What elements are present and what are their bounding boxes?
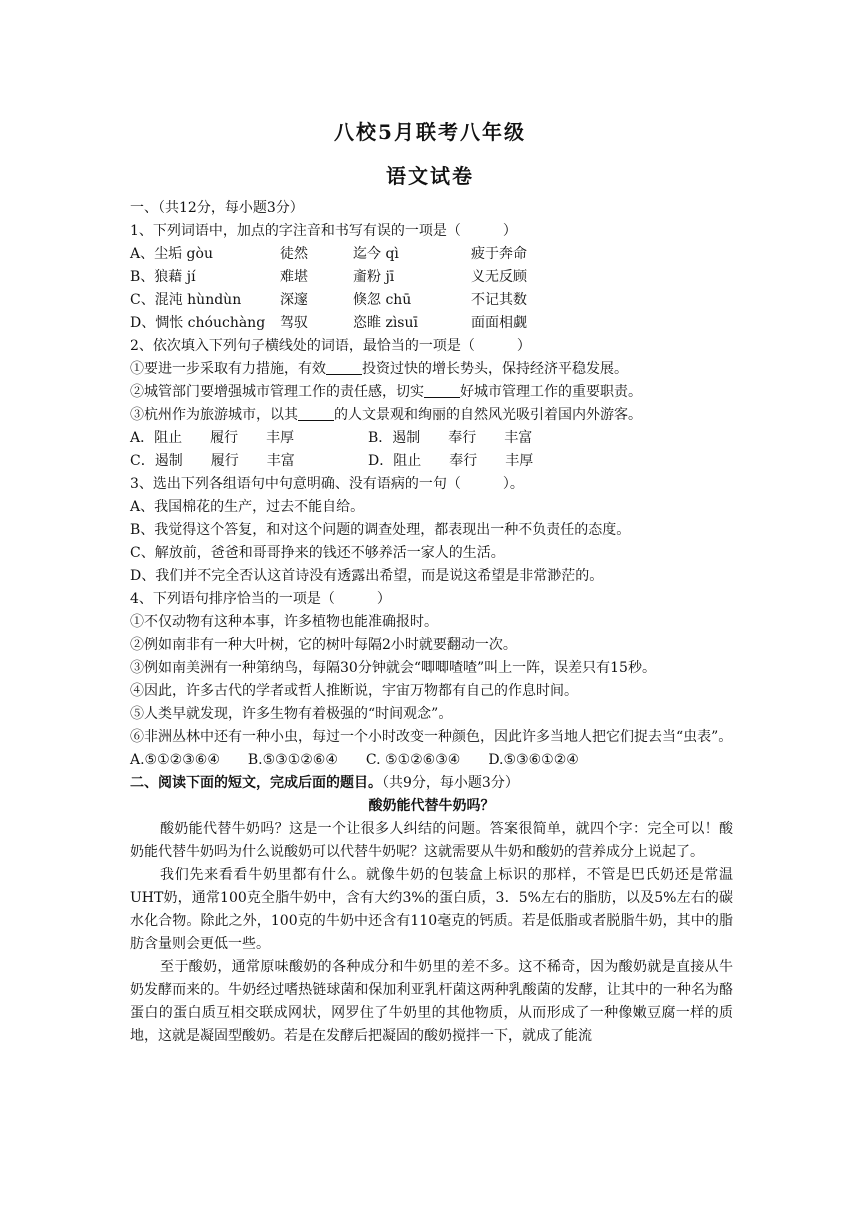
q1-c-3: 倏忽 chū: [353, 292, 412, 308]
blank-line: [424, 383, 460, 398]
blank-line: [326, 360, 362, 375]
q4-item-2: ②例如南非有一种大叶树，它的树叶每隔2小时就要翻动一次。: [130, 637, 517, 653]
q1-d-4: 面面相觑: [471, 315, 527, 331]
article-paragraph-1: 酸奶能代替牛奶吗？这是一个让很多人纠结的问题。答案很简单，就四个字：完全可以！酸奶能代替牛奶吗为什么说酸奶可以代替牛奶呢？这就需要从牛奶和酸奶的营养成分上说起了。: [130, 821, 733, 860]
q1-a-1: A、尘垢 gòu: [130, 246, 213, 262]
q1-b-1: B、狼藉 jí: [130, 269, 196, 285]
q2-option-b: B．遏制 奉行 丰富: [368, 430, 533, 446]
q2-stem: 2、依次填入下列句子横线处的词语，最恰当的一项是（ ）: [130, 338, 531, 354]
q4-item-3: ③例如南美洲有一种第纳鸟，每隔30分钟就会“唧唧喳喳”叫上一阵，误差只有15秒。: [130, 660, 656, 676]
q1-d-3: 恣睢 zìsuī: [353, 315, 418, 331]
section1-header: 一、（共12分，每小题3分）: [130, 200, 304, 216]
q3-option-d: D、我们并不完全否认这首诗没有透露出希望，而是说这希望是非常渺茫的。: [130, 568, 604, 584]
q1-c-2: 深邃: [280, 292, 308, 308]
q2-option-a: A．阻止 履行 丰厚: [130, 430, 295, 446]
blank-line: [298, 406, 334, 421]
exam-subtitle: 语文试卷: [386, 164, 474, 188]
q3-option-a: A、我国棉花的生产，过去不能自给。: [130, 499, 365, 515]
q1-d-1: D、惆怅 chóuchàng: [130, 315, 266, 331]
q1-c-4: 不记其数: [471, 292, 527, 308]
q4-item-1: ①不仅动物有这种本事，许多植物也能准确报时。: [130, 614, 438, 630]
section2-header-note: （共9分，每小题3分）: [382, 775, 519, 791]
q2-option-d: D．阻止 奉行 丰厚: [368, 453, 534, 469]
q4-item-6: ⑥非洲丛林中还有一种小虫，每过一个小时改变一种颜色，因此许多当地人把它们捉去当“虫表”。: [130, 729, 733, 745]
q1-row-d: [130, 312, 733, 335]
article-paragraph-2: 我们先来看看牛奶里都有什么。就像牛奶的包装盒上标识的那样，不管是巴氏奶还是常温UHT奶，通常100克全脂牛奶中，含有大约3%的蛋白质，3．5%左右的脂肪，以及5%左右的碳水化合物。除此之外，100克的牛奶中还含有110毫克的钙质。若是低脂或者脱脂牛奶，其中的脂肪含量则会更低一些。: [130, 867, 733, 952]
q4-options: A.⑤①②③⑥④ B.⑤③①②⑥④ C. ⑤①②⑥③④ D.⑤③⑥①②④: [130, 752, 579, 768]
exam-title: 八校5月联考八年级: [334, 120, 526, 144]
q1-row-c: [130, 289, 733, 312]
q2-s2-before: ②城管部门要增强城市管理工作的责任感，切实: [130, 384, 424, 400]
q4-item-4: ④因此，许多古代的学者或哲人推断说，宇宙万物都有自己的作息时间。: [130, 683, 578, 699]
q1-stem: 1、下列词语中，加点的字注音和书写有误的一项是（ ）: [130, 223, 517, 239]
section2-header: [130, 772, 733, 795]
q2-s2-after: 好城市管理工作的重要职责。: [460, 384, 642, 400]
q2-sentence-3: [130, 404, 733, 427]
section2-header-main: 二、阅读下面的短文，完成后面的题目。: [130, 775, 382, 791]
q2-sentence-1: [130, 358, 733, 381]
article-title: 酸奶能代替牛奶吗？: [368, 798, 495, 814]
q3-option-c: C、解放前，爸爸和哥哥挣来的钱还不够养活一家人的生活。: [130, 545, 505, 561]
q2-sentence-2: [130, 381, 733, 404]
q4-item-5: ⑤人类早就发现，许多生物有着极强的“时间观念”。: [130, 706, 453, 722]
q3-stem: 3、选出下列各组语句中句意明确、没有语病的一句（ ）。: [130, 476, 524, 492]
q2-s1-after: 投资过快的增长势头，保持经济平稳发展。: [362, 361, 628, 377]
q1-b-3: 齑粉 jī: [353, 269, 395, 285]
q2-options-ab: [130, 427, 733, 450]
q2-options-cd: [130, 450, 733, 473]
q2-s3-after: 的人文景观和绚丽的自然风光吸引着国内外游客。: [334, 407, 642, 423]
q1-a-2: 徒然: [280, 246, 308, 262]
q2-s3-before: ③杭州作为旅游城市，以其: [130, 407, 298, 423]
q1-d-2: 驾驭: [280, 315, 308, 331]
exam-content: [130, 197, 733, 1048]
q1-a-4: 疲于奔命: [471, 246, 527, 262]
q3-option-b: B、我觉得这个答复，和对这个问题的调查处理，都表现出一种不负责任的态度。: [130, 522, 631, 538]
q1-row-b: [130, 266, 733, 289]
article-paragraph-3: 至于酸奶，通常原味酸奶的各种成分和牛奶里的差不多。这不稀奇，因为酸奶就是直接从牛奶发酵而来的。牛奶经过嗜热链球菌和保加利亚乳杆菌这两种乳酸菌的发酵，让其中的一种名为酪蛋白的蛋白质互相交联成网状，网罗住了牛奶里的其他物质，从而形成了一种像嫩豆腐一样的质地，这就是凝固型酸奶。若是在发酵后把凝固的酸奶搅拌一下，就成了能流: [130, 959, 733, 1044]
q2-s1-before: ①要进一步采取有力措施，有效: [130, 361, 326, 377]
q4-stem: 4、下列语句排序恰当的一项是（ ）: [130, 591, 391, 607]
q1-b-2: 难堪: [280, 269, 308, 285]
q1-c-1: C、混沌 hùndùn: [130, 292, 242, 308]
q1-row-a: [130, 243, 733, 266]
q1-a-3: 迄今 qì: [353, 246, 399, 262]
q2-option-c: C．遏制 履行 丰富: [130, 453, 295, 469]
q1-b-4: 义无反顾: [471, 269, 527, 285]
